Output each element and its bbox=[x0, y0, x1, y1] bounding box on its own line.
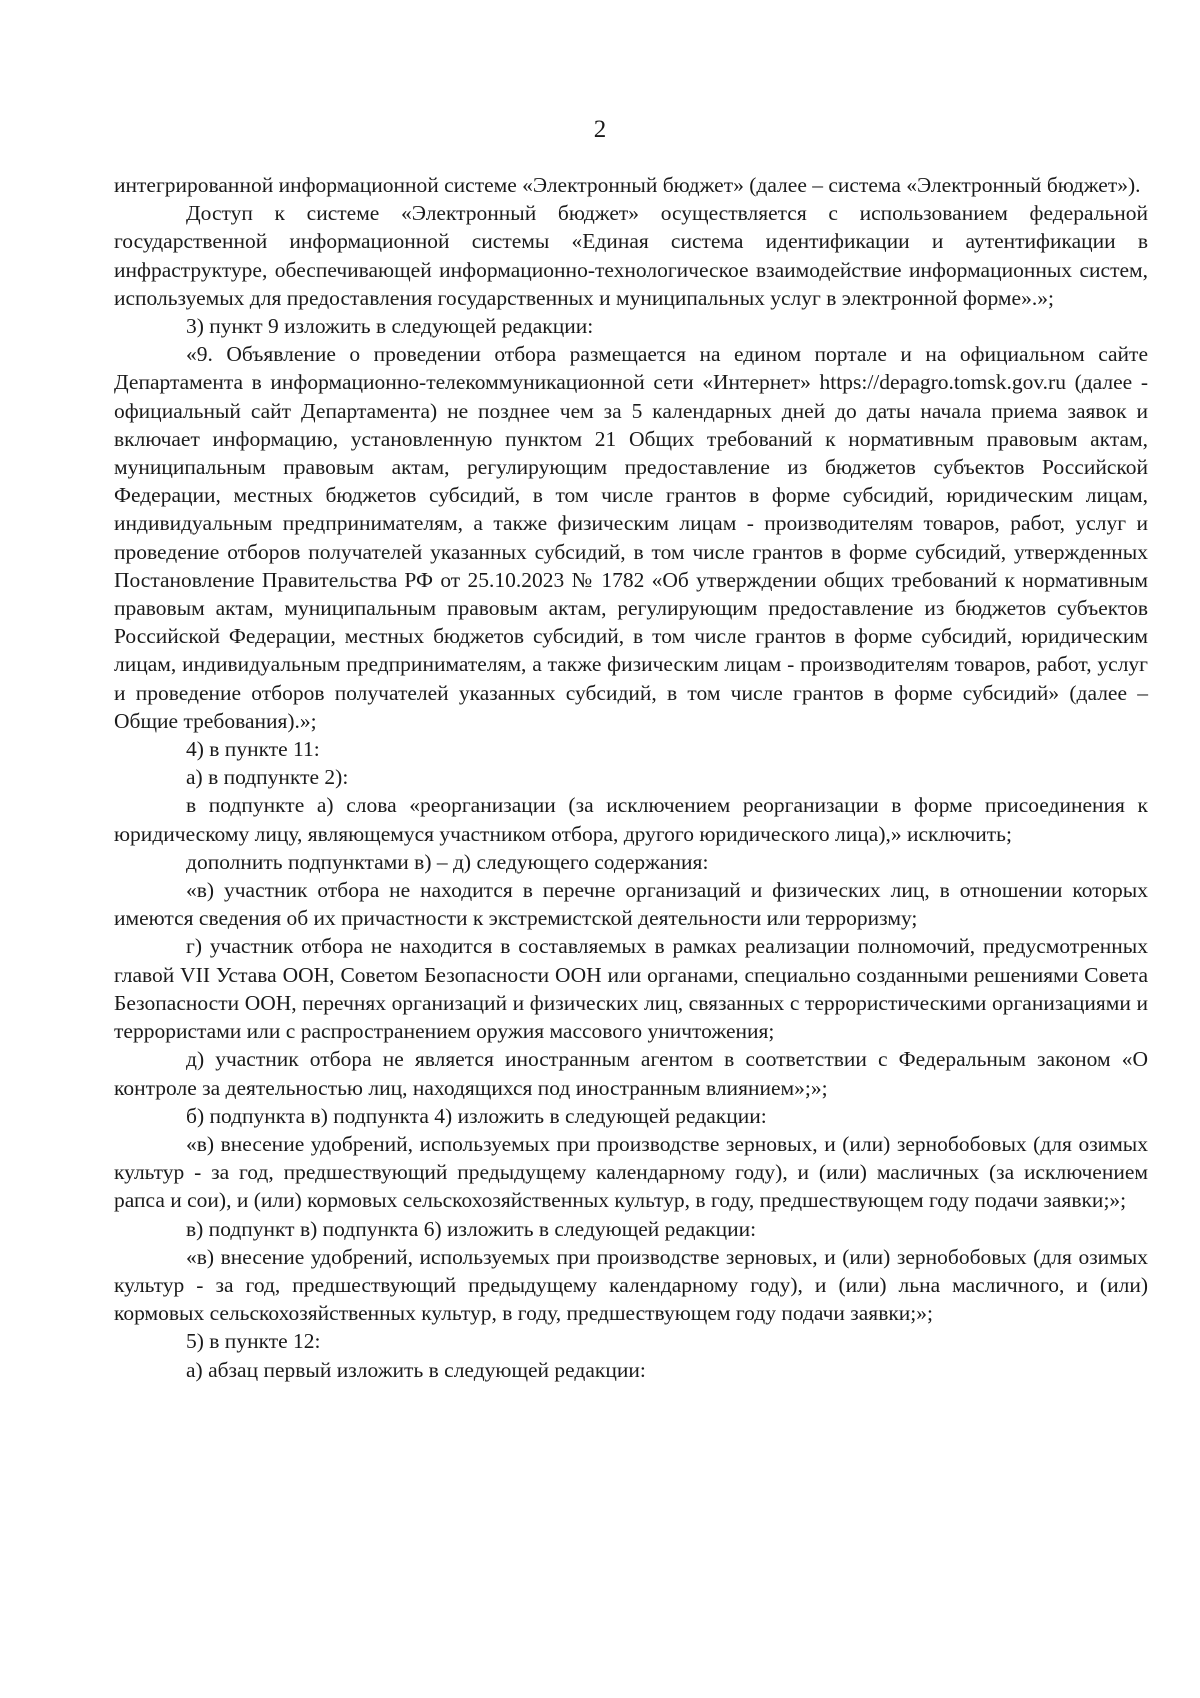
page-number: 2 bbox=[593, 116, 607, 143]
paragraph: «в) внесение удобрений, используемых при производстве зерновых, и (или) зернобобовых (для озимых культур - за год, предшествующий предыдущему календарному году), и (или) льна масличного, и (или) кормовых сельскохозяйственных культур, в году, предшествующем году подачи заявки;»; bbox=[114, 1244, 1148, 1326]
paragraph: а) в подпункте 2): bbox=[186, 765, 349, 790]
paragraph: «9. Объявление о проведении отбора размещается на едином портале и на официальном сайте Департамента в информационно-телекоммуникационной сети «Интернет» https://depagro.tomsk.gov.ru (далее - официальный сайт Департамента) не позднее чем за 5 календарных дней до даты начала приема заявок и включает информацию, установленную пунктом 21 Общих требований к нормативным правовым актам, муниципальным правовым актам, регулирующим предоставление из бюджетов субъектов Российской Федерации, местных бюджетов субсидий, в том числе грантов в форме субсидий, юридическим лицам, индивидуальным предпринимателям, а также физическим лицам - производителям товаров, работ, услуг и проведение отборов получателей указанных субсидий, в том числе грантов в форме субсидий, утвержденных Постановление Правительства РФ от 25.10.2023 № 1782 «Об утверждении общих требований к нормативным правовым актам, муниципальным правовым актам, регулирующим предоставление из бюджетов субъектов Российской Федерации, местных бюджетов субсидий, в том числе грантов в форме субсидий, юридическим лицам, индивидуальным предпринимателям, а также физическим лицам - производителям товаров, работ, услуг и проведение отборов получателей указанных субсидий, в том числе грантов в форме субсидий» (далее – Общие требования).»; bbox=[114, 342, 1148, 733]
paragraph: д) участник отбора не является иностранным агентом в соответствии с Федеральным законом «О контроле за деятельностью лиц, находящихся под иностранным влиянием»;»; bbox=[114, 1047, 1148, 1100]
document-body bbox=[114, 171, 1148, 1384]
paragraph: г) участник отбора не находится в составляемых в рамках реализации полномочий, предусмотренных главой VII Устава ООН, Советом Безопасности ООН или органами, специально созданными решениями Совета Безопасности ООН, перечнях организаций и физических лиц, связанных с террористическими организациями и террористами или с распространением оружия массового уничтожения; bbox=[114, 934, 1148, 1044]
paragraph: дополнить подпунктами в) – д) следующего содержания: bbox=[186, 849, 709, 874]
paragraph: интегрированной информационной системе «Электронный бюджет» (далее – система «Электронный бюджет»). bbox=[114, 173, 1141, 197]
paragraph: Доступ к системе «Электронный бюджет» осуществляется с использованием федеральной государственной информационной системы «Единая система идентификации и аутентификации в инфраструктуре, обеспечивающей информационно-технологическое взаимодействие информационных систем, используемых для предоставления государственных и муниципальных услуг в электронной форме».»; bbox=[114, 201, 1148, 310]
paragraph: б) подпункта в) подпункта 4) изложить в следующей редакции: bbox=[186, 1103, 767, 1128]
paragraph: «в) участник отбора не находится в перечне организаций и физических лиц, в отношении которых имеются сведения об их причастности к экстремистской деятельности или терроризму; bbox=[114, 878, 1148, 931]
paragraph: 3) пункт 9 изложить в следующей редакции: bbox=[186, 314, 594, 339]
paragraph: в подпункте а) слова «реорганизации (за исключением реорганизации в форме присоединения к юридическому лицу, являющемуся участником отбора, другого юридического лица),» исключить; bbox=[114, 793, 1148, 846]
paragraph: «в) внесение удобрений, используемых при производстве зерновых, и (или) зернобобовых (для озимых культур - за год, предшествующий предыдущему календарному году), и (или) масличных (за исключением рапса и сои), и (или) кормовых сельскохозяйственных культур, в году, предшествующем году подачи заявки;»; bbox=[114, 1131, 1148, 1213]
paragraph: 5) в пункте 12: bbox=[186, 1329, 321, 1354]
paragraph: в) подпункт в) подпункта 6) изложить в следующей редакции: bbox=[186, 1216, 757, 1241]
paragraph: 4) в пункте 11: bbox=[186, 737, 320, 762]
paragraph: а) абзац первый изложить в следующей редакции: bbox=[186, 1357, 646, 1382]
